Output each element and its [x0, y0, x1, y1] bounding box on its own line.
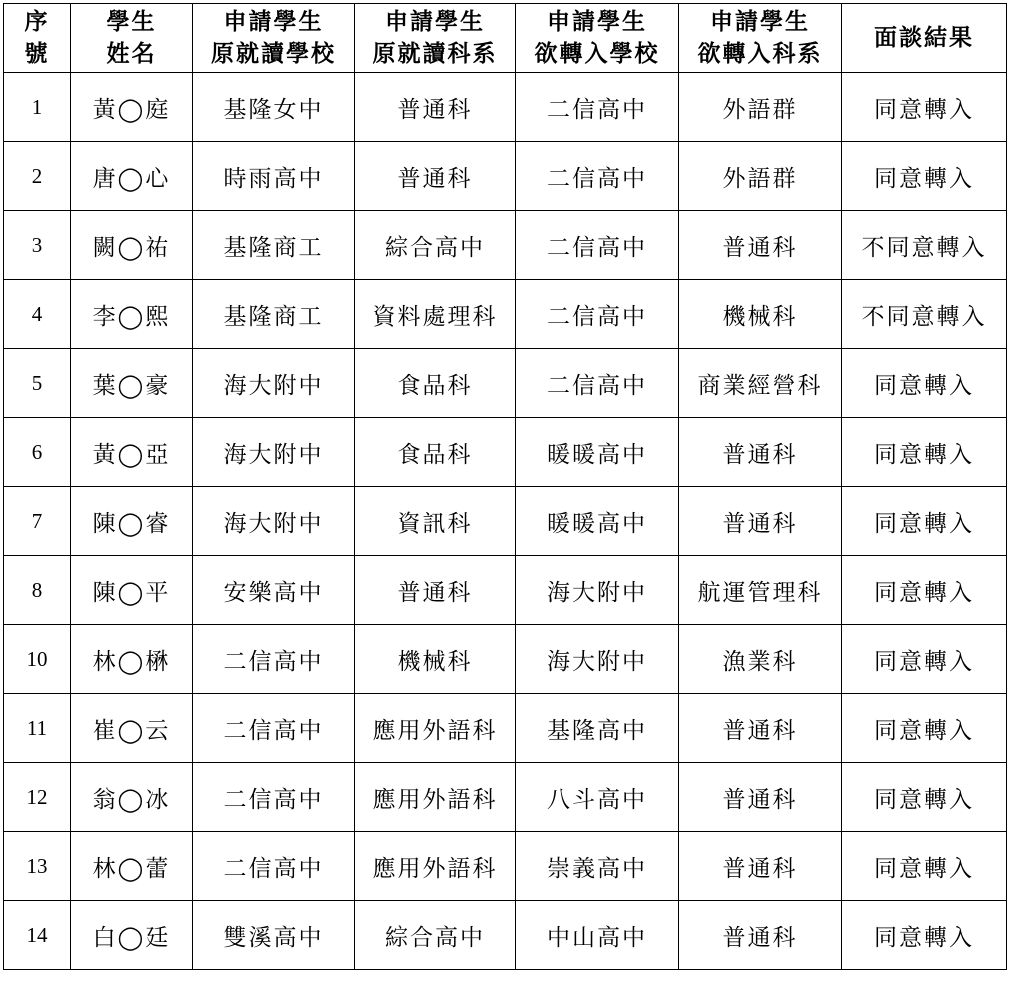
cell-interview-result: 同意轉入 [842, 625, 1007, 694]
header-line: 申請學生 [223, 8, 324, 35]
header-row [4, 4, 1007, 73]
transfer-application-table [3, 3, 1007, 970]
table-row [4, 487, 1007, 556]
cell-student-name: 陳◯睿 [71, 487, 193, 556]
cell-original-school: 二信高中 [193, 763, 355, 832]
cell-target-department: 普通科 [679, 418, 842, 487]
cell-original-school: 海大附中 [193, 418, 355, 487]
header-line: 號 [24, 40, 50, 67]
cell-target-school: 二信高中 [516, 73, 679, 142]
table-body [4, 73, 1007, 970]
cell-original-department: 應用外語科 [355, 763, 516, 832]
cell-student-name: 黃◯庭 [71, 73, 193, 142]
table-row [4, 625, 1007, 694]
cell-target-school: 暖暖高中 [516, 418, 679, 487]
table-row [4, 763, 1007, 832]
cell-target-school: 基隆高中 [516, 694, 679, 763]
cell-target-school: 八斗高中 [516, 763, 679, 832]
cell-target-school: 暖暖高中 [516, 487, 679, 556]
cell-original-department: 食品科 [355, 418, 516, 487]
cell-student-name: 林◯楙 [71, 625, 193, 694]
cell-seq: 7 [4, 487, 71, 556]
cell-interview-result: 同意轉入 [842, 418, 1007, 487]
cell-original-department: 綜合高中 [355, 211, 516, 280]
cell-seq: 8 [4, 556, 71, 625]
cell-target-department: 漁業科 [679, 625, 842, 694]
cell-original-department: 綜合高中 [355, 901, 516, 970]
cell-target-school: 海大附中 [516, 625, 679, 694]
header-line: 申請學生 [547, 8, 647, 35]
header-line: 欲轉入學校 [534, 40, 660, 67]
cell-target-school: 二信高中 [516, 349, 679, 418]
table-row [4, 901, 1007, 970]
cell-target-department: 航運管理科 [679, 556, 842, 625]
cell-interview-result: 同意轉入 [842, 832, 1007, 901]
header-line: 面談結果 [874, 24, 974, 51]
cell-original-department: 普通科 [355, 142, 516, 211]
cell-original-department: 機械科 [355, 625, 516, 694]
cell-target-department: 普通科 [679, 901, 842, 970]
header-line: 姓名 [106, 40, 157, 67]
cell-seq: 5 [4, 349, 71, 418]
cell-original-school: 安樂高中 [193, 556, 355, 625]
header-seq [4, 4, 71, 73]
table-row [4, 280, 1007, 349]
header-line: 原就讀學校 [211, 40, 336, 67]
cell-target-department: 普通科 [679, 211, 842, 280]
cell-original-department: 應用外語科 [355, 694, 516, 763]
cell-interview-result: 同意轉入 [842, 694, 1007, 763]
table-row [4, 211, 1007, 280]
cell-target-school: 二信高中 [516, 142, 679, 211]
cell-target-department: 普通科 [679, 694, 842, 763]
cell-seq: 12 [4, 763, 71, 832]
cell-seq: 13 [4, 832, 71, 901]
header-original-school [193, 4, 355, 73]
header-line: 序 [24, 8, 50, 35]
cell-student-name: 崔◯云 [71, 694, 193, 763]
cell-target-school: 中山高中 [516, 901, 679, 970]
cell-student-name: 林◯蕾 [71, 832, 193, 901]
cell-original-school: 海大附中 [193, 487, 355, 556]
table-row [4, 418, 1007, 487]
cell-target-school: 海大附中 [516, 556, 679, 625]
cell-seq: 10 [4, 625, 71, 694]
header-target-department [679, 4, 842, 73]
cell-original-department: 資料處理科 [355, 280, 516, 349]
cell-target-school: 二信高中 [516, 211, 679, 280]
cell-interview-result: 不同意轉入 [842, 211, 1007, 280]
header-target-school [516, 4, 679, 73]
cell-interview-result: 同意轉入 [842, 142, 1007, 211]
cell-seq: 4 [4, 280, 71, 349]
cell-target-department: 普通科 [679, 763, 842, 832]
table-row [4, 832, 1007, 901]
cell-target-department: 普通科 [679, 487, 842, 556]
cell-interview-result: 同意轉入 [842, 556, 1007, 625]
cell-original-department: 普通科 [355, 556, 516, 625]
cell-original-department: 資訊科 [355, 487, 516, 556]
cell-target-school: 崇義高中 [516, 832, 679, 901]
cell-seq: 6 [4, 418, 71, 487]
cell-original-school: 二信高中 [193, 694, 355, 763]
cell-original-school: 二信高中 [193, 832, 355, 901]
cell-original-school: 基隆商工 [193, 211, 355, 280]
cell-student-name: 陳◯平 [71, 556, 193, 625]
cell-student-name: 葉◯豪 [71, 349, 193, 418]
cell-student-name: 翁◯冰 [71, 763, 193, 832]
cell-student-name: 黃◯亞 [71, 418, 193, 487]
header-interview-result [842, 4, 1007, 73]
cell-interview-result: 同意轉入 [842, 349, 1007, 418]
cell-target-school: 二信高中 [516, 280, 679, 349]
header-original-department [355, 4, 516, 73]
table-row [4, 694, 1007, 763]
cell-original-school: 時雨高中 [193, 142, 355, 211]
cell-original-school: 基隆商工 [193, 280, 355, 349]
header-line: 學生 [106, 8, 157, 35]
header-line: 申請學生 [385, 8, 485, 35]
cell-seq: 2 [4, 142, 71, 211]
cell-target-department: 普通科 [679, 832, 842, 901]
cell-original-school: 基隆女中 [193, 73, 355, 142]
cell-original-school: 海大附中 [193, 349, 355, 418]
cell-original-department: 應用外語科 [355, 832, 516, 901]
table-row [4, 349, 1007, 418]
cell-seq: 11 [4, 694, 71, 763]
cell-student-name: 白◯廷 [71, 901, 193, 970]
table-header [4, 4, 1007, 73]
cell-seq: 1 [4, 73, 71, 142]
cell-original-department: 食品科 [355, 349, 516, 418]
cell-student-name: 唐◯心 [71, 142, 193, 211]
header-line: 申請學生 [710, 8, 810, 35]
cell-student-name: 李◯熙 [71, 280, 193, 349]
cell-original-school: 二信高中 [193, 625, 355, 694]
cell-interview-result: 同意轉入 [842, 73, 1007, 142]
table-row [4, 556, 1007, 625]
cell-interview-result: 同意轉入 [842, 901, 1007, 970]
cell-interview-result: 同意轉入 [842, 487, 1007, 556]
cell-interview-result: 同意轉入 [842, 763, 1007, 832]
header-line: 原就讀科系 [372, 40, 498, 67]
cell-target-department: 機械科 [679, 280, 842, 349]
header-student-name [71, 4, 193, 73]
cell-original-department: 普通科 [355, 73, 516, 142]
table-row [4, 73, 1007, 142]
cell-seq: 14 [4, 901, 71, 970]
table-row [4, 142, 1007, 211]
header-line: 欲轉入科系 [697, 40, 823, 67]
cell-target-department: 外語群 [679, 73, 842, 142]
cell-seq: 3 [4, 211, 71, 280]
cell-original-school: 雙溪高中 [193, 901, 355, 970]
cell-target-department: 外語群 [679, 142, 842, 211]
cell-interview-result: 不同意轉入 [842, 280, 1007, 349]
cell-student-name: 闕◯祐 [71, 211, 193, 280]
cell-target-department: 商業經營科 [679, 349, 842, 418]
